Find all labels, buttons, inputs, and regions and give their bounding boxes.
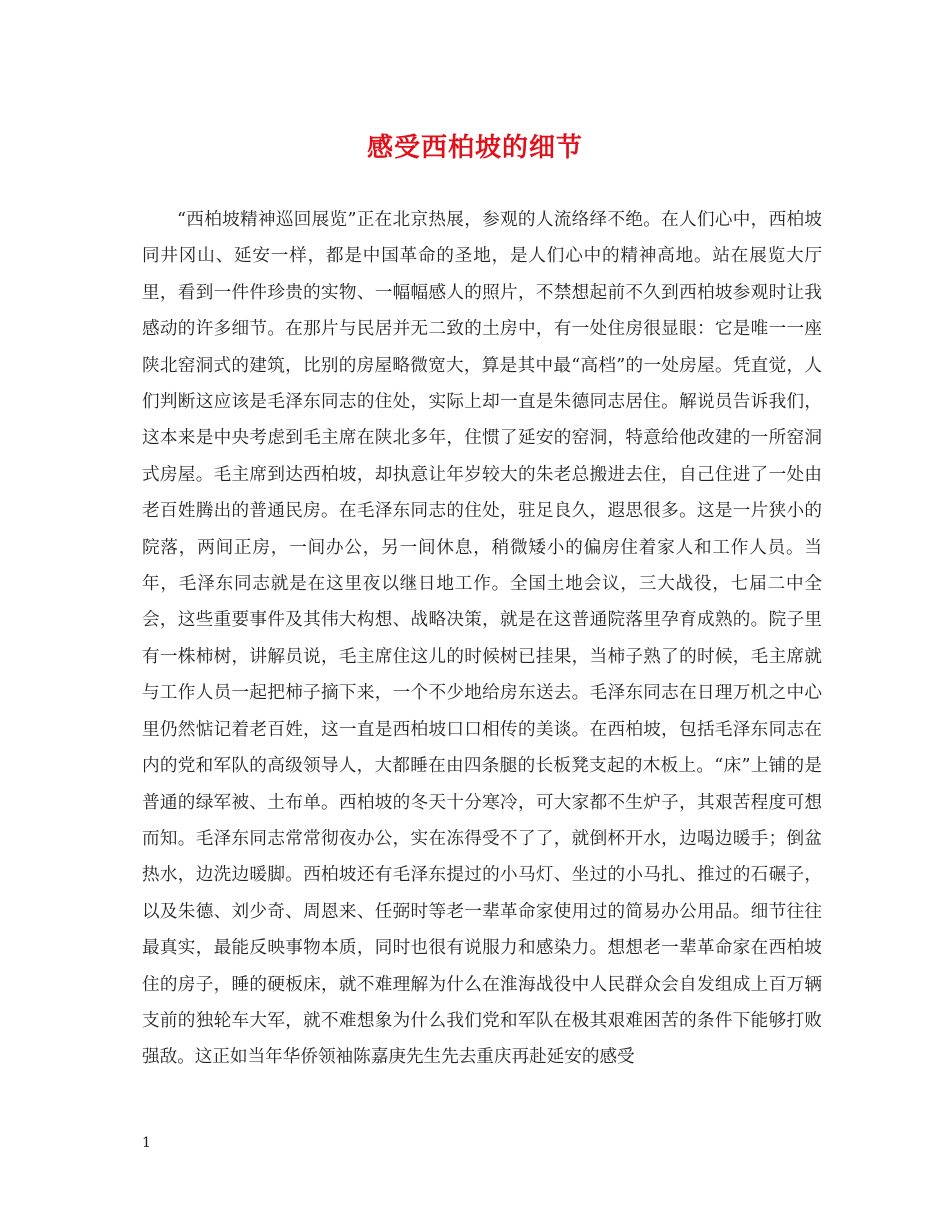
body-paragraph: “西柏坡精神巡回展览”正在北京热展，参观的人流络绎不绝。在人们心中，西柏坡同井冈山、延安一样，都是中国革命的圣地，是人们心中的精神高地。站在展览大厅里，看到一件件珍贵的实物、一幅幅感人的照片，不禁想起前不久到西柏坡参观时让我感动的许多细节。在那片与民居并无二致的土房中，有一处住房很显眼：它是唯一一座陕北窑洞式的建筑，比别的房屋略微宽大，算是其中最“高档”的一处房屋。凭直觉，人们判断这应该是毛泽东同志的住处，实际上却一直是朱德同志居住。解说员告诉我们，这本来是中央考虑到毛主席在陕北多年，住惯了延安的窑洞，特意给他改建的一所窑洞式房屋。毛主席到达西柏坡，却执意让年岁较大的朱老总搬进去住，自己住进了一处由老百姓腾出的普通民房。在毛泽东同志的住处，驻足良久，遐思很多。这是一片狭小的院落，两间正房，一间办公，另一间休息，稍微矮小的偏房住着家人和工作人员。当年，毛泽东同志就是在这里夜以继日地工作。全国土地会议，三大战役，七届二中全会，这些重要事件及其伟大构想、战略决策，就是在这普通院落里孕育成熟的。院子里有一株柿树，讲解员说，毛主席住这儿的时候树已挂果，当柿子熟了的时候，毛主席就与工作人员一起把柿子摘下来，一个不少地给房东送去。毛泽东同志在日理万机之中心里仍然惦记着老百姓，这一直是西柏坡口口相传的美谈。在西柏坡，包括毛泽东同志在内的党和军队的高级领导人，大都睡在由四条腿的长板凳支起的木板上。“床”上铺的是普通的绿军被、土布单。西柏坡的冬天十分寒冷，可大家都不生炉子，其艰苦程度可想而知。毛泽东同志常常彻夜办公，实在冻得受不了了，就倒杯开水，边喝边暖手；倒盆热水，边洗边暖脚。西柏坡还有毛泽东提过的小马灯、坐过的小马扎、推过的石碾子，以及朱德、刘少奇、周恩来、任弼时等老一辈革命家使用过的简易办公用品。细节往往最真实，最能反映事物本质，同时也很有说服力和感染力。想想老一辈革命家在西柏坡住的房子，睡的硬板床，就不难理解为什么在淮海战役中人民群众会自发组成上百万辆支前的独轮车大军，就不难想象为什么我们党和军队在极其艰难困苦的条件下能够打败强敌。这正如当年华侨领袖陈嘉庚先生先去重庆再赴延安的感受 — [142, 210, 822, 1068]
document-title: 感受西柏坡的细节 — [366, 133, 583, 163]
page-number: 1 — [142, 1135, 151, 1151]
